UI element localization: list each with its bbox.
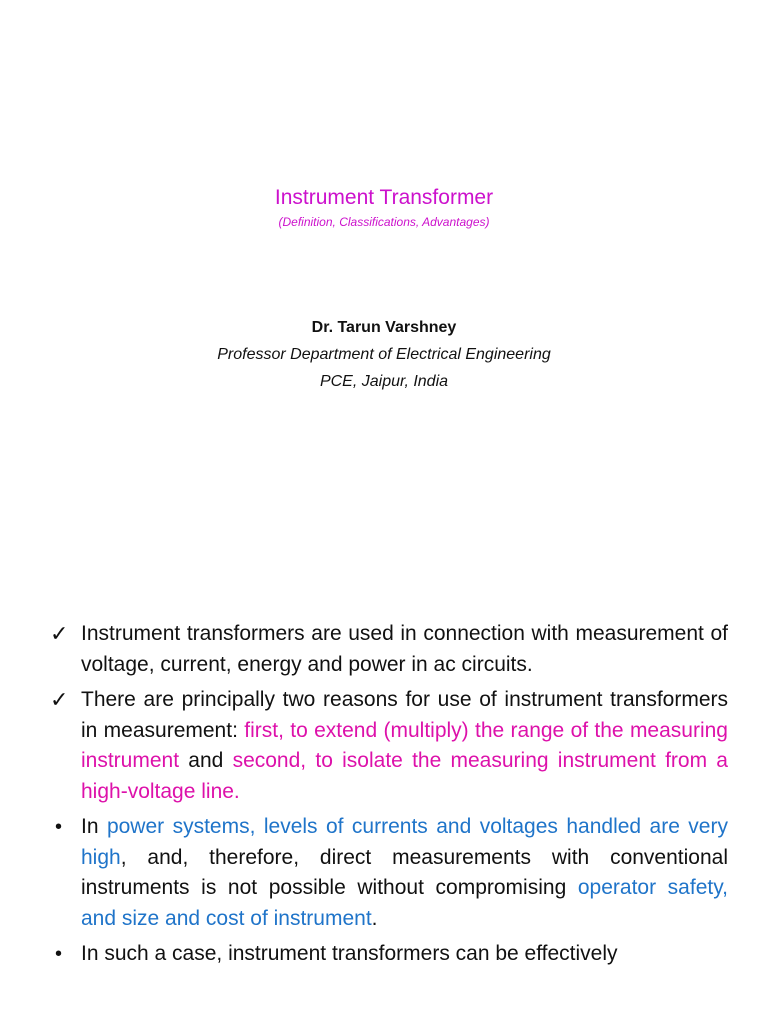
bullet-text-segment: In	[81, 815, 107, 838]
bullet-text-segment: and	[179, 749, 233, 772]
bullet-text-segment: , and, therefore, direct measurements with conventional instruments is not possible without compromising	[81, 845, 728, 899]
author-location: PCE, Jaipur, India	[319, 373, 449, 390]
bullet-text	[81, 622, 728, 676]
author-name: Dr. Tarun Varshney	[311, 319, 457, 336]
bullet-text	[81, 688, 728, 803]
slide-subtitle: (Definition, Classifications, Advantages)	[278, 215, 490, 229]
bullet-text-segment: In such a case, instrument transformers can be effectively	[81, 942, 618, 965]
highlight-text: first, to extend (multiply) the range of the measuring instrument	[81, 718, 728, 772]
slide-title: Instrument Transformer	[274, 186, 494, 209]
bullet-item	[50, 685, 728, 807]
author-position: Professor Department of Electrical Engineering	[217, 346, 551, 363]
bullet-text-segment: Instrument transformers are used in connection with measurement of voltage, current, energy and power in ac circuits.	[81, 622, 728, 676]
bullet-item	[50, 619, 728, 680]
bullet-text-segment: There are principally two reasons for use of instrument transformers in measurement:	[81, 688, 728, 742]
bullet-text	[81, 815, 728, 930]
bullet-dot-icon: •	[55, 943, 63, 965]
bullet-text	[81, 942, 618, 965]
highlight-text: second, to isolate the measuring instrument from a high-voltage line.	[81, 749, 728, 803]
checkmark-icon: ✓	[50, 687, 69, 712]
bullet-list	[50, 619, 728, 975]
highlight-text: power systems, levels of currents and voltages handled are very high	[81, 815, 728, 869]
highlight-text: operator safety, and size and cost of instrument	[81, 876, 728, 930]
checkmark-icon: ✓	[50, 621, 69, 646]
bullet-text-segment: .	[371, 906, 378, 930]
bullet-item	[50, 812, 728, 934]
bullet-dot-icon: •	[55, 816, 63, 838]
bullet-item	[50, 939, 728, 970]
